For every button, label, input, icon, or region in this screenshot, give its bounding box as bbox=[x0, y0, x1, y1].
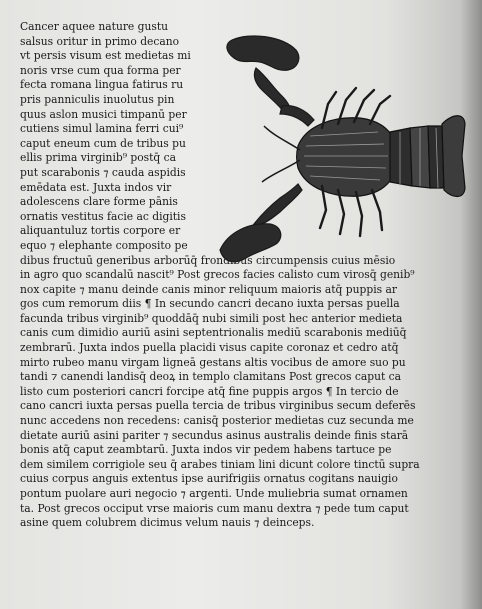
text-line: pontum puolare auri negocio ⁊ argenti. Unde muliebria sumat ornamen bbox=[20, 487, 408, 500]
text-line: facunda tribus virginib⁹ quoddāq̄ nubi simili post hec anterior medieta bbox=[20, 311, 403, 325]
text-line: mirto rubeo manu virgam ligneā gestans altis vocibus de amore suo pu bbox=[20, 355, 406, 369]
crayfish-woodcut-icon bbox=[210, 28, 466, 278]
text-line: Cancer aquee nature gustu bbox=[20, 20, 169, 33]
text-line: cutiens simul lamina ferri cui⁹ bbox=[20, 122, 184, 136]
text-line: cano cancri iuxta persas puella tercia de tribus virginibus secum deferēs bbox=[20, 399, 416, 413]
text-line: emēdata est. Juxta indos vir bbox=[20, 180, 172, 194]
text-line: bonis atq̄ caput zeambtarū. Juxta indos vir pedem habens tartuce pe bbox=[20, 443, 392, 457]
text-line: dibus fructuū generibus arborūq̄ frondibus circumpensis cuius mēsio bbox=[20, 253, 396, 267]
text-line: fecta romana lingua fatirus ru bbox=[20, 78, 184, 92]
text-line: canis cum dimidio auriū asini septentrionalis mediū scarabonis mediūq̄ bbox=[20, 326, 407, 340]
text-line: gos cum remorum diis ¶ In secundo cancri decano iuxta persas puella bbox=[20, 297, 400, 311]
text-line: put scarabonis ⁊ cauda aspidis bbox=[20, 165, 186, 179]
text-line: equo ⁊ elephante composito pe bbox=[20, 238, 188, 252]
text-line: salsus oritur in primo decano bbox=[20, 34, 180, 48]
text-line: noris vrse cum qua forma per bbox=[20, 63, 181, 77]
text-line: dietate auriū asini pariter ⁊ secundus asinus australis deinde finis starā bbox=[20, 428, 409, 442]
text-line: asine quem colubrem dicimus velum nauis ⁊ deinceps. bbox=[20, 516, 315, 530]
text-line: ornatis vestitus facie ac digitis bbox=[20, 209, 186, 223]
text-line: caput eneum cum de tribus pu bbox=[20, 136, 186, 150]
text-line: adolescens clare forme pānis bbox=[20, 195, 178, 209]
text-line: cuius corpus anguis extentus ipse aurifrigiis ornatus cogitans nauigio bbox=[20, 472, 398, 486]
text-line: quus aslon musici timpanū per bbox=[20, 107, 187, 121]
text-line: listo cum posteriori cancri forcipe atq̄ fine puppis argos ¶ In tercio de bbox=[20, 384, 399, 398]
text-line: aliquantuluz tortis corpore er bbox=[20, 224, 181, 238]
text-line: pris panniculis inuolutus pin bbox=[20, 92, 175, 106]
text-line: nunc accedens non recedens: canisq̄ posterior medietas cuz secunda me bbox=[20, 414, 414, 428]
text-line: dem similem corrigiole seu q̄ arabes tiniam lini dicunt colore tinctū supra bbox=[20, 457, 420, 471]
text-line: nox capite ⁊ manu deinde canis minor reliquum maioris atq̄ puppis ar bbox=[20, 282, 397, 296]
text-line: ellis prima virginib⁹ postq̄ ca bbox=[20, 151, 177, 165]
text-line: tandi ⁊ canendi landisq̄ deoꝝ in templo clamitans Post grecos caput ca bbox=[20, 370, 402, 384]
text-line: in agro quo scandalū nascit⁹ Post grecos facies calisto cum virosq̄ genib⁹ bbox=[20, 268, 415, 282]
text-line: zembrarū. Juxta indos puella placidi visus capite coronaz et cedro atq̄ bbox=[20, 341, 399, 355]
text-line: ta. Post grecos occiput vrse maioris cum manu dextra ⁊ pede tum caput bbox=[20, 501, 409, 515]
text-line: vt persis visum est medietas mi bbox=[20, 49, 191, 63]
